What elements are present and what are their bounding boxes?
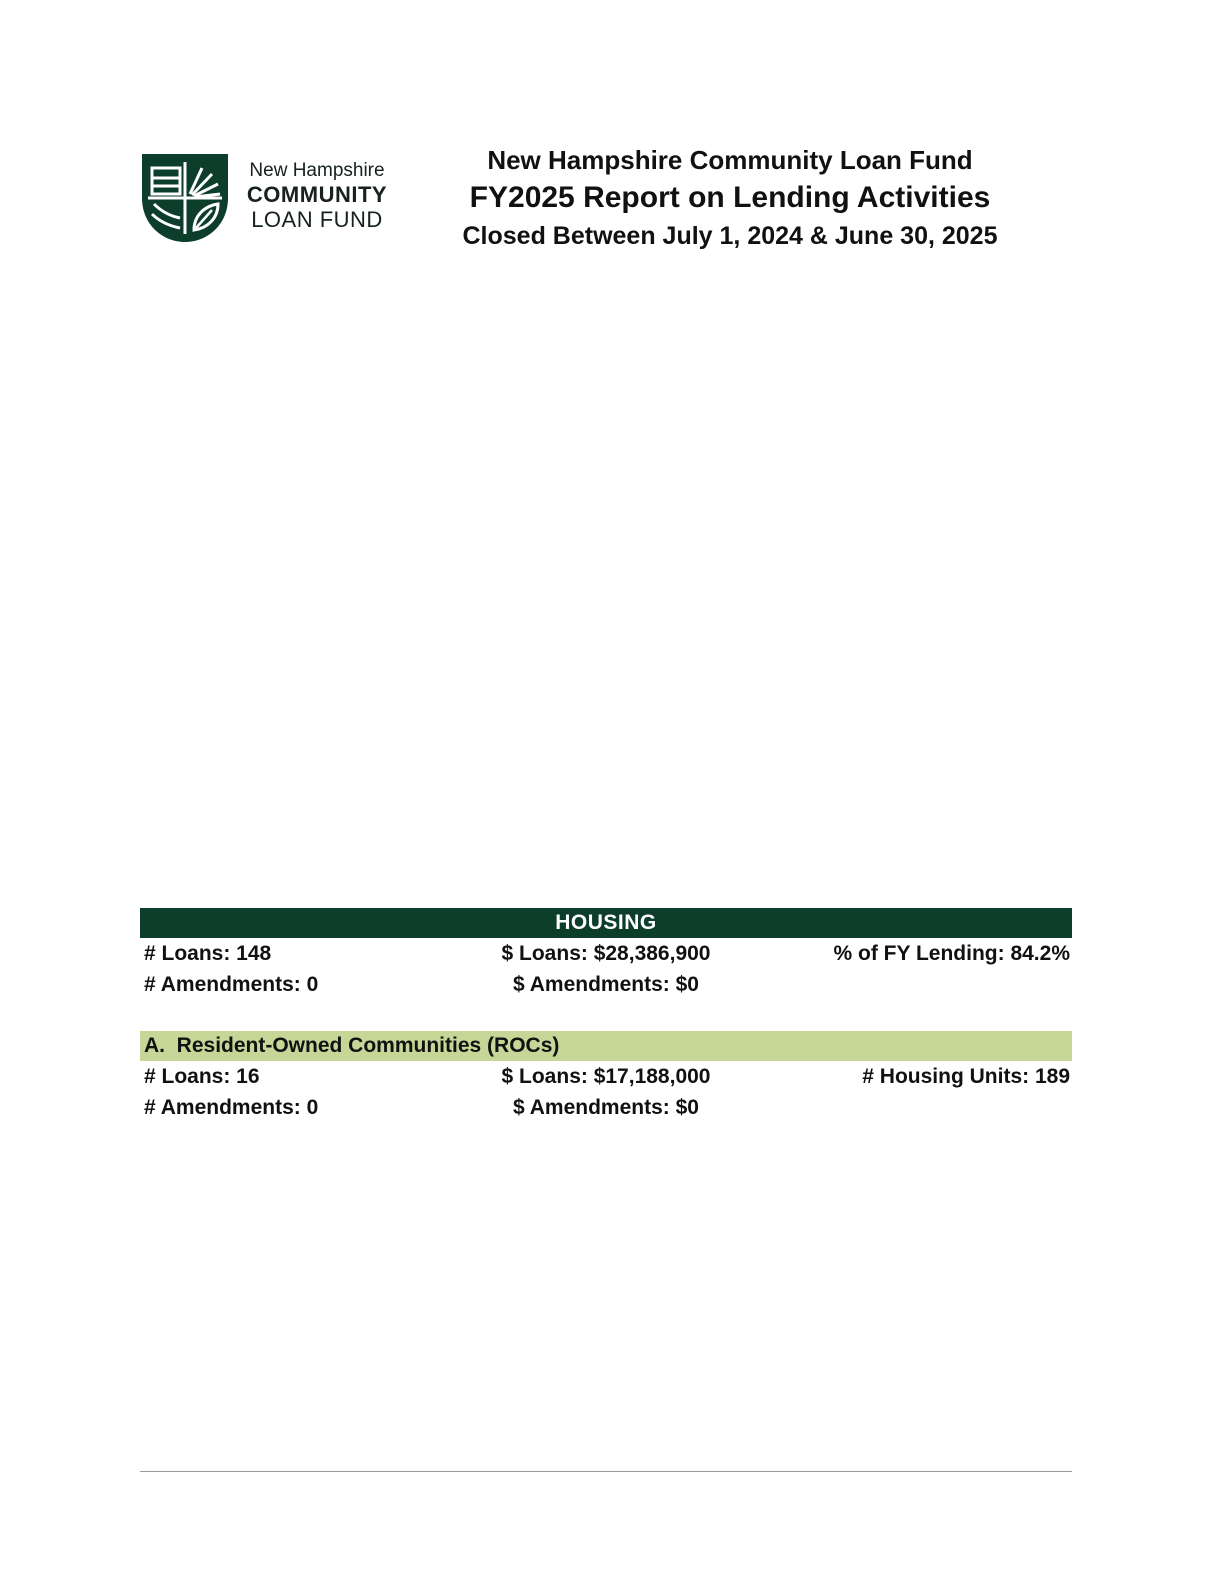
housing-row-loans <box>140 938 1072 969</box>
roc-row-loans <box>140 1061 1072 1092</box>
roc-heading: A. Resident-Owned Communities (ROCs) <box>140 1031 1072 1061</box>
footer-divider <box>140 1471 1072 1472</box>
roc-loans-amount: $ Loans: $17,188,000 <box>501 1065 711 1088</box>
roc-section <box>140 1031 1072 1123</box>
roc-loans-count: # Loans: 16 <box>144 1065 260 1088</box>
housing-amendments-amount: $ Amendments: $0 <box>513 973 699 996</box>
logo-line-state: New Hampshire <box>249 160 385 181</box>
roc-amendments-count: # Amendments: 0 <box>144 1096 319 1119</box>
roc-amendments-amount: $ Amendments: $0 <box>513 1096 699 1119</box>
housing-loans-amount: $ Loans: $28,386,900 <box>501 942 711 965</box>
date-range: Closed Between July 1, 2024 & June 30, 2025 <box>462 222 998 250</box>
report-header <box>420 142 1040 254</box>
roc-row-amendments <box>140 1092 1072 1123</box>
org-logo <box>142 154 392 244</box>
roc-housing-units: # Housing Units: 189 <box>862 1065 1070 1088</box>
logo-wordmark <box>242 160 392 232</box>
org-title: New Hampshire Community Loan Fund <box>487 145 973 175</box>
housing-section <box>140 908 1072 1000</box>
housing-pct-fy-lending: % of FY Lending: 84.2% <box>833 942 1070 965</box>
loan-fund-shield-icon <box>142 154 228 242</box>
logo-line-loan-fund: LOAN FUND <box>251 207 383 232</box>
report-title: FY2025 Report on Lending Activities <box>469 181 991 214</box>
housing-amendments-count: # Amendments: 0 <box>144 973 319 996</box>
housing-row-amendments <box>140 969 1072 1000</box>
housing-loans-count: # Loans: 148 <box>144 942 272 965</box>
housing-heading: HOUSING <box>140 908 1072 938</box>
logo-line-community: COMMUNITY <box>246 182 388 207</box>
